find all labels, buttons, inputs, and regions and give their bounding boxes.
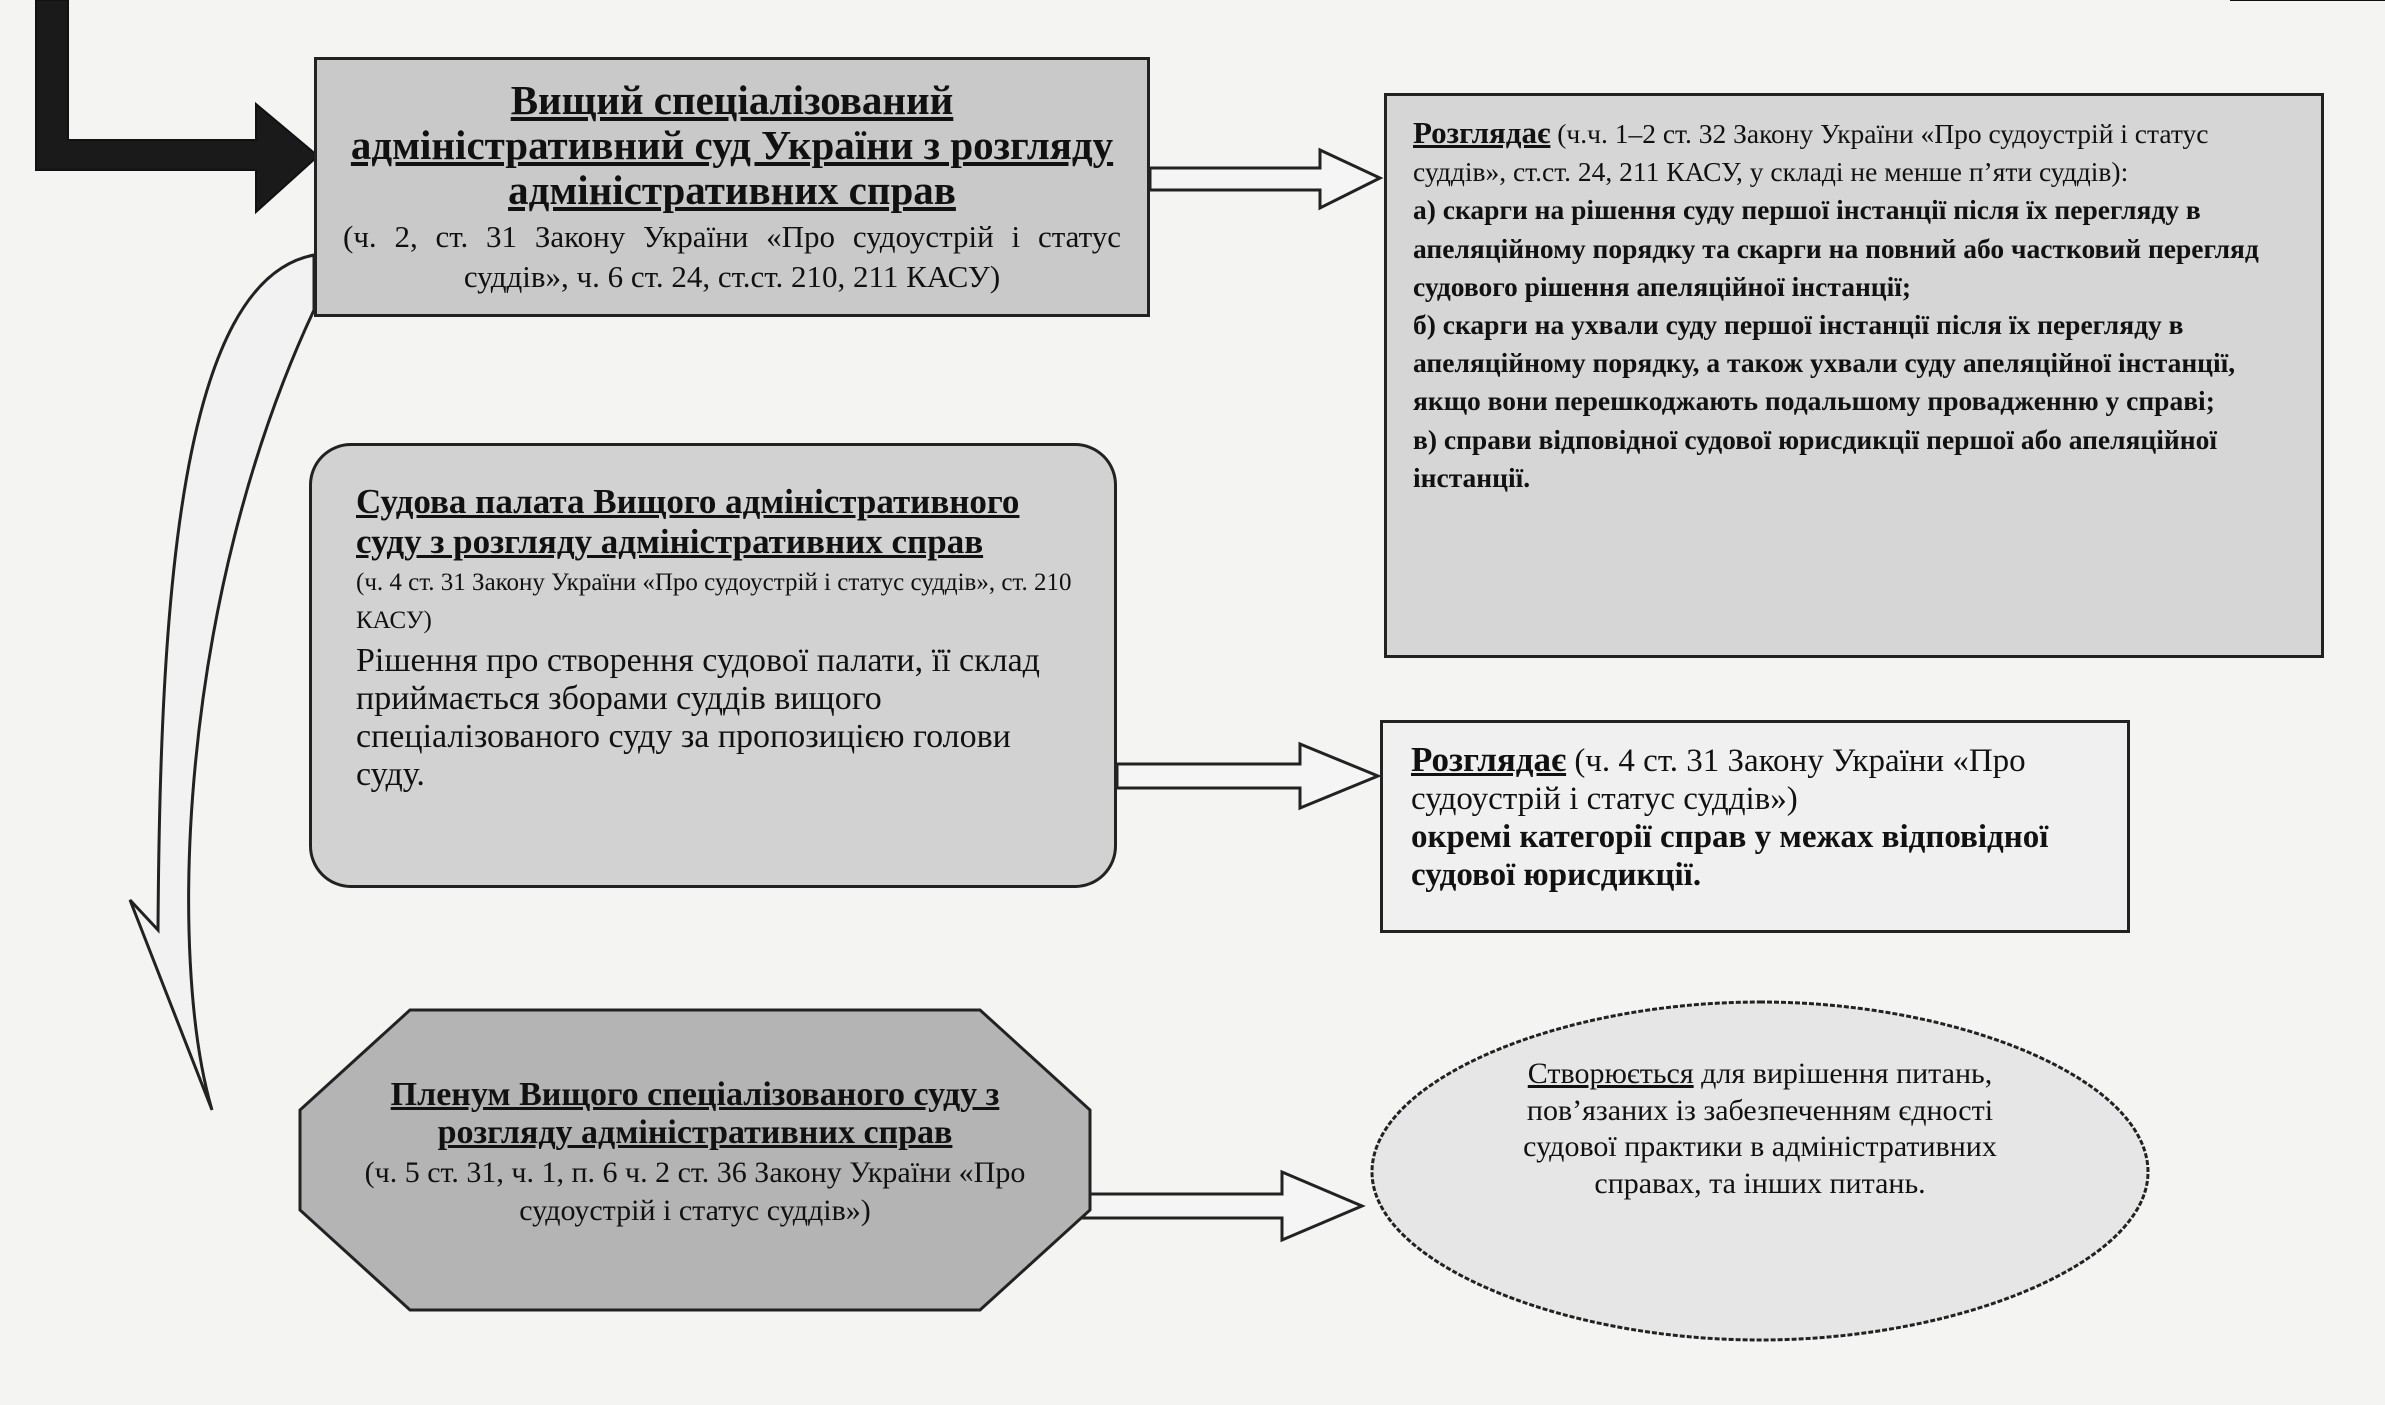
review-item-b: б) скарги на ухвали суду першої інстанції після їх перегляду в апеляційному порядку, а також ухвали суду апеляційної інстанції, якщо вони перешкоджають подальшому провадженню у справі; [1413, 309, 2236, 417]
judicial-chamber-body: Рішення про створення судової палати, її склад приймається зборами суддів вищого спеціалізованого суду за пропозицією голови суду. [356, 642, 1040, 793]
plenum-purpose-body: для вирішення питань, пов’язаних із забезпеченням єдності судової практики в адміністративних справах, та інших питань. [1523, 1057, 1997, 1200]
entry-arrow [36, 0, 318, 212]
curved-connector-supreme-plenum [130, 255, 314, 1110]
plenum-node [300, 1010, 1090, 1310]
plenum-purpose-lead: Створюється [1527, 1057, 1694, 1090]
plenum-title: Пленум Вищого спеціалізованого суду з розгляду адміністративних справ [390, 1076, 1000, 1151]
review-categories-intro [1411, 741, 2107, 818]
review-cassation-reference: (ч.ч. 1–2 ст. 32 Закону України «Про судоустрій і статус суддів», ст.ст. 24, 211 КАСУ, у складі не менше п’яти суддів): [1413, 118, 2209, 188]
judicial-chamber-box [309, 443, 1117, 888]
review-cassation-intro [1413, 114, 2301, 191]
judicial-chamber-title: Судова палата Вищого адміністративного суду з розгляду адміністративних справ [356, 482, 1020, 561]
arrow-plenum-to-purpose [1082, 1172, 1362, 1240]
supreme-court-reference: (ч. 2, ст. 31 Закону України «Про судоустрій і статус суддів», ч. 6 ст. 24, ст.ст. 210, 211 КАСУ) [343, 219, 1121, 294]
plenum-reference: (ч. 5 ст. 31, ч. 1, п. 6 ч. 2 ст. 36 Закону України «Про судоустрій і статус суддів») [364, 1156, 1026, 1227]
judicial-chamber-reference: (ч. 4 ст. 31 Закону України «Про судоустрій і статус суддів», ст. 210 КАСУ) [356, 569, 1072, 634]
arrow-chamber-to-review [1117, 744, 1378, 808]
supreme-court-box [314, 57, 1150, 317]
plenum-purpose-node [1370, 1000, 2150, 1340]
review-item-c: в) справи відповідної судової юрисдикції першої або апеляційної інстанції. [1413, 423, 2217, 493]
review-categories-lead: Розглядає [1411, 740, 1567, 779]
review-cassation-lead: Розглядає [1413, 115, 1551, 150]
supreme-court-title: Вищий спеціалізований адміністративний суд України з розгляду адміністративних справ [350, 77, 1114, 213]
review-categories-reference: (ч. 4 ст. 31 Закону України «Про судоустрій і статус суддів») [1411, 743, 2026, 817]
review-categories-body: окремі категорії справ у межах відповідної судової юрисдикції. [1411, 819, 2049, 893]
review-categories-box [1380, 720, 2130, 933]
arrow-supreme-to-review [1150, 150, 1380, 208]
review-cassation-box [1384, 93, 2324, 658]
review-item-a: а) скарги на рішення суду першої інстанції після їх перегляду в апеляційному порядку та скарги на повний або частковий перегляд судового рішення апеляційної інстанції; [1413, 194, 2259, 302]
